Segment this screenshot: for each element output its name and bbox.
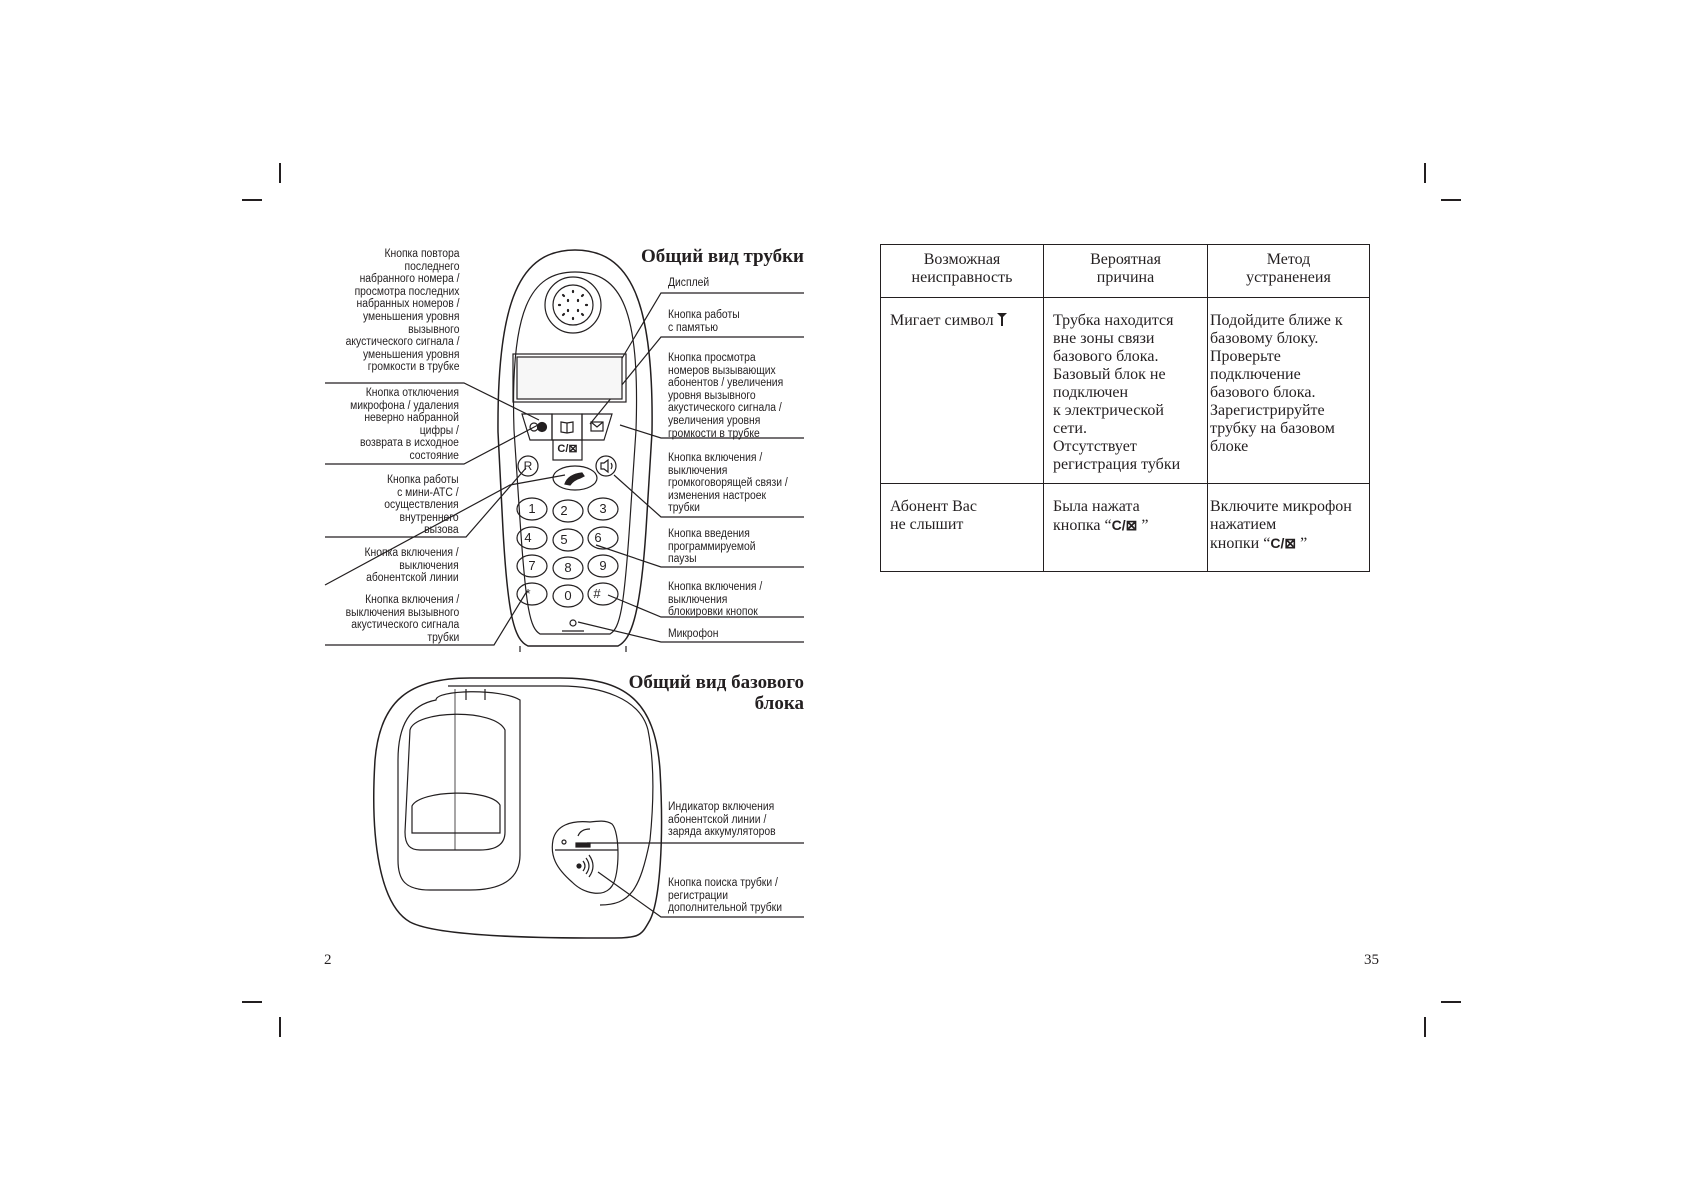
header-solution: Метод устраненеия [1208,245,1370,298]
label-caller-id-button: Кнопка просмотра номеров вызывающих абонентов / увеличения уровня вызывного акустического сигнала / увеличения уровня громкости в трубке [668,352,784,440]
key-star[interactable]: * [525,586,531,601]
envelope-icon [591,422,603,431]
label-mute-button: Кнопка отключения микрофона / удаления неверно набранной цифры / возврата в исходное состояние [350,387,459,462]
handset-phone-icon [565,473,584,485]
header-cause: Вероятная причина [1044,245,1208,298]
clear-key-glyph: C/⊠ [1111,517,1138,533]
label-pause-button: Кнопка введения программируемой паузы [668,528,756,566]
handset-heading: Общий вид трубки [640,246,804,267]
page-number-left: 2 [324,952,332,968]
key-9[interactable]: 9 [599,558,607,573]
header-problem: Возможная неисправность [881,245,1044,298]
key-5[interactable]: 5 [560,532,568,547]
key-2[interactable]: 2 [560,503,568,518]
label-line-indicator: Индикатор включения абонентской линии / заряда аккумуляторов [668,801,776,839]
key-8[interactable]: 8 [564,560,572,575]
problem-text: Мигает символ [890,312,994,329]
problem-cell: Абонент Вас не слышит [881,484,1044,572]
table-row [881,484,1370,572]
problem-cell [881,298,1044,484]
label-speaker-button: Кнопка включения / выключения громкоговорящей связи / изменения настроек трубки [668,452,788,515]
clear-key-glyph: C/⊠ [1270,535,1297,551]
label-microphone: Микрофон [668,628,719,640]
table-row [881,298,1370,484]
solution-end: ” [1300,535,1308,552]
cause-text: Была нажата кнопка “ [1053,498,1140,534]
solution-cell: Подойдите ближе к базовому блоку. Проверьте подключение базового блока. Зарегистрируйте трубку на базовом блоке [1208,298,1370,484]
key-hash[interactable]: # [593,586,601,601]
antenna-icon [997,312,1007,326]
label-redial-button: Кнопка повтора последнего набранного номера / просмотра последних набранных номеров / уменьшения уровня вызывного акустического сигнала / уменьшения уровня громкости в трубке [345,248,459,374]
label-line-button: Кнопка включения / выключения абонентской линии [364,547,459,585]
speaker-icon [601,460,612,472]
cause-cell: Трубка находится вне зоны связи базового блока. Базовый блок не подключен к электрической сети. Отсутствует регистрация тубки [1044,298,1208,484]
cause-end: ” [1141,517,1149,534]
key-0[interactable]: 0 [564,588,572,603]
mute-icon [530,423,547,432]
book-icon [561,422,573,433]
page-number-right: 35 [1364,952,1379,968]
key-clear[interactable]: C/⊠ [557,443,578,455]
base-unit-drawing [374,678,662,938]
troubleshooting-table [880,244,1370,572]
label-ringer-button: Кнопка включения / выключения вызывного акустического сигнала трубки [345,594,459,644]
key-6[interactable]: 6 [594,530,602,545]
search-waves-icon [577,855,593,877]
key-3[interactable]: 3 [599,501,607,516]
label-keylock-button: Кнопка включения / выключения блокировки кнопок [668,581,763,619]
label-display: Дисплей [668,277,710,289]
key-r[interactable]: R [523,459,533,473]
table-header-row [881,245,1370,298]
label-page-button: Кнопка поиска трубки / регистрации дополнительной трубки [668,877,782,915]
key-1[interactable]: 1 [528,501,536,516]
label-memory-button: Кнопка работы с памятью [668,309,740,334]
base-heading: Общий вид базового блока [628,672,804,714]
solution-text: Включите микрофон нажатием кнопки “ [1210,498,1352,552]
key-7[interactable]: 7 [528,558,536,573]
label-pbx-button: Кнопка работы с мини-АТС / осуществления внутреннего вызова [384,474,459,537]
key-4[interactable]: 4 [524,530,532,545]
cause-cell [1044,484,1208,572]
solution-cell [1208,484,1370,572]
